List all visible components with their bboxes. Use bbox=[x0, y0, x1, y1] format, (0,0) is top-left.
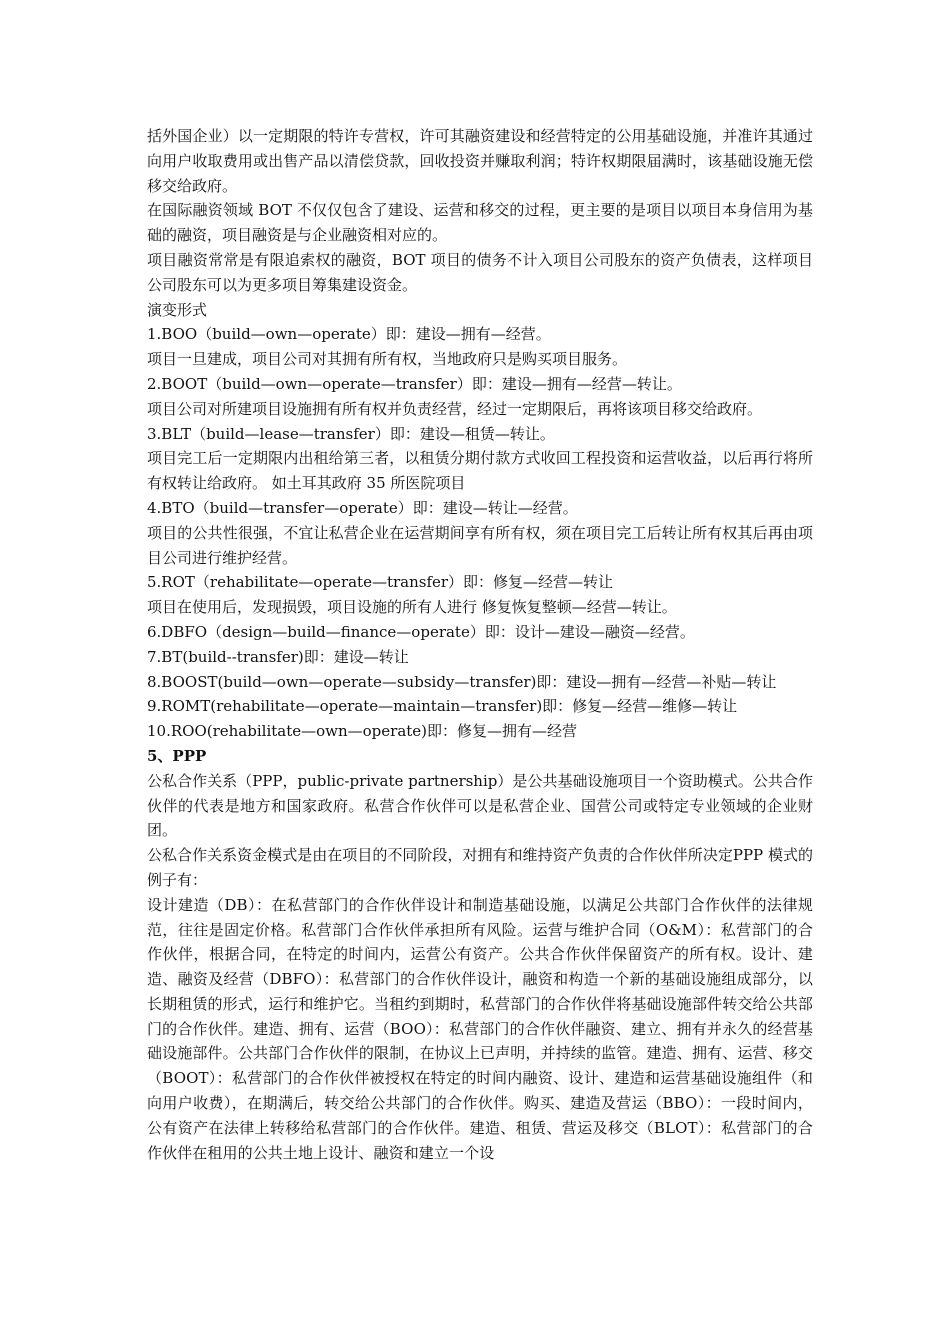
item-bt: 7.BT(build--transfer)即：建设—转让 bbox=[147, 647, 409, 666]
paragraph-ppp-models: 设计建造（DB）：在私营部门的合作伙伴设计和制造基础设施，以满足公共部门合作伙伴的法律规范，往往是固定价格。私营部门合作伙伴承担所有风险。运营与维护合同（O&M）：私营部门的合作伙伴，根据合同，在特定的时间内，运营公有资产。公共合作伙伴保留资产的所有权。设计、建造、融资及经营（DBFO）：私营部门的合作伙伴设计，融资和构造一个新的基础设施组成部分，以长期租赁的形式，运行和维护它。当租约到期时，私营部门的合作伙伴将基础设施部件转交给公共部门的合作伙伴。建造、拥有、运营（BOO）：私营部门的合作伙伴融资、建立、拥有并永久的经营基础设施部件。公共部门合作伙伴的限制，在协议上已声明，并持续的监管。建造、拥有、运营、移交（BOOT）：私营部门的合作伙伴被授权在特定的时间内融资、设计、建造和运营基础设施组件（和向用户收费），在期满后，转交给公共部门的合作伙伴。购买、建造及营运（BBO）：一段时间内，公有资产在法律上转移给私营部门的合作伙伴。建造、租赁、营运及移交（BLOT）：私营部门的合作伙伴在租用的公共土地上设计、融资和建立一个设 bbox=[147, 895, 813, 1162]
item-bto-desc: 项目的公共性很强，不宜让私营企业在运营期间享有所有权，须在项目完工后转让所有权其后再由项目公司进行维护经营。 bbox=[147, 523, 813, 567]
item-boo-desc: 项目一旦建成，项目公司对其拥有所有权，当地政府只是购买项目服务。 bbox=[147, 350, 628, 369]
paragraph-ppp-models-intro: 公私合作关系资金模式是由在项目的不同阶段，对拥有和维持资产负责的合作伙伴所决定PPP 模式的例子有： bbox=[147, 846, 813, 889]
paragraph-bot-finance: 在国际融资领域 BOT 不仅仅包含了建设、运营和移交的过程，更主要的是项目以项目本身信用为基础的融资，项目融资是与企业融资相对应的。 bbox=[147, 201, 813, 245]
item-boot: 2.BOOT（build—own—operate—transfer）即：建设—拥有—经营—转让。 bbox=[147, 374, 682, 393]
item-romt: 9.ROMT(rehabilitate—operate—maintain—transfer)即：修复—经营—维修—转让 bbox=[147, 697, 738, 716]
item-roo: 10.ROO(rehabilitate—own—operate)即：修复—拥有—经营 bbox=[147, 722, 578, 741]
item-boot-desc: 项目公司对所建项目设施拥有所有权并负责经营，经过一定期限后，再将该项目移交给政府。 bbox=[147, 399, 763, 418]
paragraph-variants-title: 演变形式 bbox=[147, 300, 208, 319]
document-page bbox=[147, 124, 813, 1165]
item-boo: 1.BOO（build—own—operate）即：建设—拥有—经营。 bbox=[147, 325, 551, 344]
item-blt: 3.BLT（build—lease—transfer）即：建设—租赁—转让。 bbox=[147, 424, 555, 443]
item-dbfo: 6.DBFO（design—build—finance—operate）即：设计—建设—融资—经营。 bbox=[147, 622, 695, 641]
paragraph-ppp-definition: 公私合作关系（PPP，public-private partnership）是公共基础设施项目一个资助模式。公共合作伙伴的代表是地方和国家政府。私营合作伙伴可以是私营企业、国营公司或特定专业领域的企业财团。 bbox=[147, 771, 813, 840]
item-boost: 8.BOOST(build—own—operate—subsidy—transfer)即：建设—拥有—经营—补贴—转让 bbox=[147, 672, 777, 691]
item-blt-desc: 项目完工后一定期限内出租给第三者，以租赁分期付款方式收回工程投资和运营收益，以后再行将所有权转让给政府。 如土耳其政府 35 所医院项目 bbox=[147, 449, 813, 493]
item-rot-desc: 项目在使用后，发现损毁，项目设施的所有人进行 修复恢复整顿—经营—转让。 bbox=[147, 598, 677, 617]
item-bto: 4.BTO（build—transfer—operate）即：建设—转让—经营。 bbox=[147, 498, 578, 517]
section-heading-ppp: 5、PPP bbox=[147, 746, 207, 765]
paragraph-franchise: 括外国企业）以一定期限的特许专营权，许可其融资建设和经营特定的公用基础设施，并准许其通过向用户收取费用或出售产品以清偿贷款，回收投资并赚取利润；特许权期限届满时，该基础设施无偿移交给政府。 bbox=[147, 127, 813, 195]
paragraph-project-finance: 项目融资常常是有限追索权的融资，BOT 项目的债务不计入项目公司股东的资产负债表，这样项目公司股东可以为更多项目筹集建设资金。 bbox=[147, 250, 813, 294]
item-rot: 5.ROT（rehabilitate—operate—transfer）即：修复—经营—转让 bbox=[147, 573, 614, 592]
